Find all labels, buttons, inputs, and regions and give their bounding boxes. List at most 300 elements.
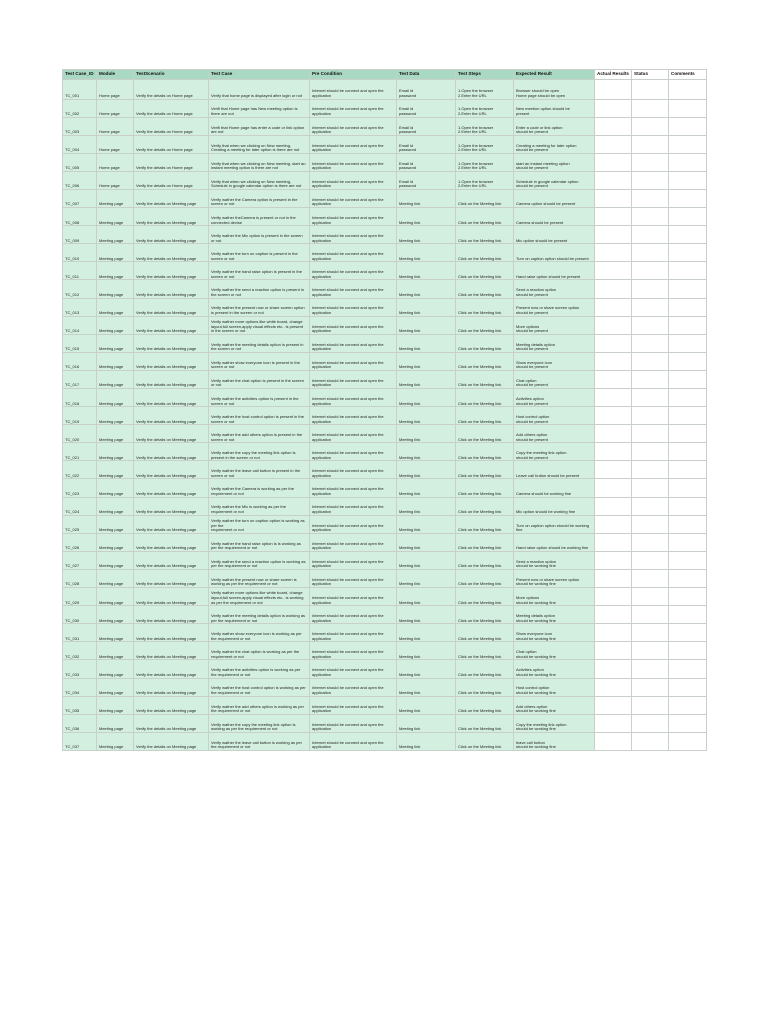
cell-actual-results[interactable] bbox=[595, 226, 632, 244]
cell-test-data[interactable]: Meeting link bbox=[397, 461, 456, 479]
cell-test-scenario[interactable]: Verify the details on Meeting page bbox=[134, 189, 209, 207]
cell-module[interactable]: Meeting page bbox=[97, 732, 134, 750]
cell-expected-result[interactable]: Show everyone icon should be present bbox=[514, 352, 595, 370]
cell-module[interactable]: Meeting page bbox=[97, 425, 134, 443]
cell-test-data[interactable]: Meeting link bbox=[397, 389, 456, 407]
cell-test-case[interactable]: Verify wather the present now or share screen is working as per the requirement or not bbox=[209, 569, 310, 587]
cell-test-steps[interactable]: Click on the Meeting link bbox=[456, 226, 514, 244]
cell-test-case-id[interactable]: TC_034 bbox=[63, 678, 97, 696]
cell-test-case-id[interactable]: TC_012 bbox=[63, 280, 97, 298]
cell-actual-results[interactable] bbox=[595, 515, 632, 533]
cell-expected-result[interactable]: Add others option should be working fine bbox=[514, 696, 595, 714]
cell-comments[interactable] bbox=[669, 117, 707, 135]
cell-test-data[interactable]: Meeting link bbox=[397, 660, 456, 678]
cell-comments[interactable] bbox=[669, 696, 707, 714]
cell-comments[interactable] bbox=[669, 443, 707, 461]
cell-comments[interactable] bbox=[669, 714, 707, 732]
cell-test-data[interactable]: Meeting link bbox=[397, 262, 456, 280]
cell-expected-result[interactable]: Browser should be open Home page should be open bbox=[514, 80, 595, 100]
cell-status[interactable] bbox=[632, 606, 669, 624]
cell-pre-condition[interactable]: Internet should be connect and open the application bbox=[310, 425, 397, 443]
cell-expected-result[interactable]: Copy the meeting link option should be present bbox=[514, 443, 595, 461]
cell-test-case[interactable]: Verify wather the send a reaction option is present in the screen or not bbox=[209, 280, 310, 298]
cell-test-data[interactable]: Meeting link bbox=[397, 479, 456, 497]
cell-pre-condition[interactable]: Internet should be connect and open the application bbox=[310, 80, 397, 100]
cell-test-scenario[interactable]: Verify the details on Meeting page bbox=[134, 533, 209, 551]
cell-test-case[interactable]: Verify wather the meeting details option is working as per the requirement or not bbox=[209, 606, 310, 624]
cell-status[interactable] bbox=[632, 569, 669, 587]
cell-test-steps[interactable]: Click on the Meeting link bbox=[456, 352, 514, 370]
cell-actual-results[interactable] bbox=[595, 135, 632, 153]
cell-status[interactable] bbox=[632, 443, 669, 461]
cell-pre-condition[interactable]: Internet should be connect and open the application bbox=[310, 461, 397, 479]
cell-actual-results[interactable] bbox=[595, 370, 632, 388]
cell-expected-result[interactable]: Camera should be working fine bbox=[514, 479, 595, 497]
cell-test-case-id[interactable]: TC_031 bbox=[63, 624, 97, 642]
cell-test-data[interactable]: Meeting link bbox=[397, 497, 456, 515]
cell-test-steps[interactable]: Click on the Meeting link bbox=[456, 280, 514, 298]
cell-test-case[interactable]: Verify wather the chat option is present in the screen or not bbox=[209, 370, 310, 388]
cell-test-steps[interactable]: Click on the Meeting link bbox=[456, 208, 514, 226]
cell-test-steps[interactable]: Click on the Meeting link bbox=[456, 244, 514, 262]
cell-test-case[interactable]: Verify wather the Mic is working as per the requirement or not bbox=[209, 497, 310, 515]
cell-test-data[interactable]: Meeting link bbox=[397, 642, 456, 660]
cell-test-scenario[interactable]: Verify the details on Meeting page bbox=[134, 425, 209, 443]
cell-test-case-id[interactable]: TC_004 bbox=[63, 135, 97, 153]
cell-test-data[interactable]: Meeting link bbox=[397, 588, 456, 606]
header-test-case-id[interactable]: Test Case_ID bbox=[63, 70, 97, 80]
cell-actual-results[interactable] bbox=[595, 171, 632, 189]
cell-actual-results[interactable] bbox=[595, 334, 632, 352]
cell-test-steps[interactable]: Click on the Meeting link bbox=[456, 606, 514, 624]
cell-test-case-id[interactable]: TC_003 bbox=[63, 117, 97, 135]
cell-test-data[interactable]: Meeting link bbox=[397, 280, 456, 298]
cell-comments[interactable] bbox=[669, 533, 707, 551]
cell-test-steps[interactable]: Click on the Meeting link bbox=[456, 298, 514, 316]
header-pre-condition[interactable]: Pre Condition bbox=[310, 70, 397, 80]
cell-pre-condition[interactable]: Internet should be connect and open the application bbox=[310, 678, 397, 696]
cell-actual-results[interactable] bbox=[595, 262, 632, 280]
cell-test-steps[interactable]: Click on the Meeting link bbox=[456, 678, 514, 696]
cell-test-data[interactable]: Meeting link bbox=[397, 515, 456, 533]
cell-comments[interactable] bbox=[669, 588, 707, 606]
cell-pre-condition[interactable]: Internet should be connect and open the application bbox=[310, 551, 397, 569]
cell-test-data[interactable]: Meeting link bbox=[397, 334, 456, 352]
cell-test-data[interactable]: Meeting link bbox=[397, 551, 456, 569]
cell-test-case[interactable]: Verify wather the copy the meeting link option is present in the screen or not bbox=[209, 443, 310, 461]
cell-module[interactable]: Meeting page bbox=[97, 551, 134, 569]
cell-test-scenario[interactable]: Verify the details on Meeting page bbox=[134, 298, 209, 316]
cell-status[interactable] bbox=[632, 461, 669, 479]
cell-module[interactable]: Meeting page bbox=[97, 660, 134, 678]
cell-test-case[interactable]: Verify that when we clicking on New meeting, Creating a meeting for later option is there are not bbox=[209, 135, 310, 153]
cell-test-data[interactable]: Meeting link bbox=[397, 189, 456, 207]
cell-test-case[interactable]: Verify wather the Camera is working as per the requirement or not bbox=[209, 479, 310, 497]
cell-test-steps[interactable]: Click on the Meeting link bbox=[456, 497, 514, 515]
cell-comments[interactable] bbox=[669, 80, 707, 100]
cell-test-case-id[interactable]: TC_018 bbox=[63, 389, 97, 407]
cell-test-steps[interactable]: 1.Open the browser 2.Enter the URL bbox=[456, 117, 514, 135]
cell-test-steps[interactable]: 1.Open the browser 2.Enter the URL bbox=[456, 171, 514, 189]
cell-test-case-id[interactable]: TC_032 bbox=[63, 642, 97, 660]
header-test-data[interactable]: Test Data bbox=[397, 70, 456, 80]
cell-comments[interactable] bbox=[669, 153, 707, 171]
cell-pre-condition[interactable]: Internet should be connect and open the application bbox=[310, 606, 397, 624]
cell-status[interactable] bbox=[632, 642, 669, 660]
cell-test-case[interactable]: Verify wather show everyone icon is working as per the requirement or not bbox=[209, 624, 310, 642]
cell-test-scenario[interactable]: Verify the details on Meeting page bbox=[134, 732, 209, 750]
cell-test-steps[interactable]: Click on the Meeting link bbox=[456, 624, 514, 642]
cell-pre-condition[interactable]: Internet should be connect and open the application bbox=[310, 316, 397, 334]
cell-comments[interactable] bbox=[669, 624, 707, 642]
cell-module[interactable]: Meeting page bbox=[97, 189, 134, 207]
cell-test-scenario[interactable]: Verify the details on Meeting page bbox=[134, 316, 209, 334]
cell-module[interactable]: Meeting page bbox=[97, 642, 134, 660]
cell-status[interactable] bbox=[632, 244, 669, 262]
cell-expected-result[interactable]: Send a reaction option should be working fine bbox=[514, 551, 595, 569]
cell-expected-result[interactable]: Hand raise option should be present bbox=[514, 262, 595, 280]
cell-test-case-id[interactable]: TC_033 bbox=[63, 660, 97, 678]
header-test-scenario[interactable]: TestScenario bbox=[134, 70, 209, 80]
cell-comments[interactable] bbox=[669, 606, 707, 624]
cell-expected-result[interactable]: Activities option should be working fine bbox=[514, 660, 595, 678]
cell-status[interactable] bbox=[632, 189, 669, 207]
cell-actual-results[interactable] bbox=[595, 425, 632, 443]
cell-pre-condition[interactable]: Internet should be connect and open the application bbox=[310, 515, 397, 533]
cell-status[interactable] bbox=[632, 624, 669, 642]
cell-status[interactable] bbox=[632, 389, 669, 407]
cell-status[interactable] bbox=[632, 533, 669, 551]
cell-test-scenario[interactable]: Verify the details on Meeting page bbox=[134, 389, 209, 407]
cell-module[interactable]: Meeting page bbox=[97, 298, 134, 316]
cell-module[interactable]: Meeting page bbox=[97, 407, 134, 425]
cell-pre-condition[interactable]: Internet should be connect and open the application bbox=[310, 569, 397, 587]
cell-module[interactable]: Meeting page bbox=[97, 262, 134, 280]
cell-comments[interactable] bbox=[669, 407, 707, 425]
cell-test-case[interactable]: Verify wather the Mic option is present in the screen or not bbox=[209, 226, 310, 244]
cell-comments[interactable] bbox=[669, 551, 707, 569]
cell-status[interactable] bbox=[632, 298, 669, 316]
cell-actual-results[interactable] bbox=[595, 642, 632, 660]
cell-test-data[interactable]: Email id password bbox=[397, 135, 456, 153]
cell-comments[interactable] bbox=[669, 226, 707, 244]
cell-test-case-id[interactable]: TC_017 bbox=[63, 370, 97, 388]
cell-status[interactable] bbox=[632, 714, 669, 732]
cell-comments[interactable] bbox=[669, 370, 707, 388]
cell-test-data[interactable]: Meeting link bbox=[397, 352, 456, 370]
cell-pre-condition[interactable]: Internet should be connect and open the application bbox=[310, 624, 397, 642]
cell-test-case[interactable]: Verify wather the add others option is present in the screen or not bbox=[209, 425, 310, 443]
cell-test-case[interactable]: Verify wather the host control option is present in the screen or not bbox=[209, 407, 310, 425]
cell-module[interactable]: Meeting page bbox=[97, 316, 134, 334]
cell-status[interactable] bbox=[632, 334, 669, 352]
cell-actual-results[interactable] bbox=[595, 244, 632, 262]
cell-test-case[interactable]: Verify wather the send a reaction option is working as per the requirement or not bbox=[209, 551, 310, 569]
cell-status[interactable] bbox=[632, 407, 669, 425]
cell-expected-result[interactable]: Schedule in google calendar option should be present bbox=[514, 171, 595, 189]
cell-test-data[interactable]: Meeting link bbox=[397, 606, 456, 624]
header-test-steps[interactable]: Test Steps bbox=[456, 70, 514, 80]
cell-expected-result[interactable]: Camera should be present bbox=[514, 208, 595, 226]
cell-test-case[interactable]: Verify wather the hand raise option is is working as per the requirement or not bbox=[209, 533, 310, 551]
cell-status[interactable] bbox=[632, 262, 669, 280]
cell-actual-results[interactable] bbox=[595, 316, 632, 334]
cell-pre-condition[interactable]: Internet should be connect and open the application bbox=[310, 533, 397, 551]
cell-test-case-id[interactable]: TC_005 bbox=[63, 153, 97, 171]
cell-test-case-id[interactable]: TC_020 bbox=[63, 425, 97, 443]
cell-pre-condition[interactable]: Internet should be connect and open the application bbox=[310, 370, 397, 388]
cell-module[interactable]: Meeting page bbox=[97, 244, 134, 262]
cell-module[interactable]: Meeting page bbox=[97, 497, 134, 515]
cell-module[interactable]: Home page bbox=[97, 117, 134, 135]
cell-pre-condition[interactable]: Internet should be connect and open the application bbox=[310, 443, 397, 461]
cell-test-steps[interactable]: 1.Open the browser 2.Enter the URL bbox=[456, 99, 514, 117]
cell-test-data[interactable]: Email id password bbox=[397, 171, 456, 189]
cell-test-scenario[interactable]: Verify the details on Meeting page bbox=[134, 606, 209, 624]
cell-test-case[interactable]: Verifi that Home page has New meeting option is there are not bbox=[209, 99, 310, 117]
cell-test-steps[interactable]: Click on the Meeting link bbox=[456, 642, 514, 660]
cell-actual-results[interactable] bbox=[595, 443, 632, 461]
cell-pre-condition[interactable]: Internet should be connect and open the application bbox=[310, 714, 397, 732]
cell-test-steps[interactable]: Click on the Meeting link bbox=[456, 189, 514, 207]
cell-actual-results[interactable] bbox=[595, 352, 632, 370]
header-expected-result[interactable]: Expected Result bbox=[514, 70, 595, 80]
cell-actual-results[interactable] bbox=[595, 624, 632, 642]
cell-actual-results[interactable] bbox=[595, 606, 632, 624]
cell-comments[interactable] bbox=[669, 389, 707, 407]
cell-actual-results[interactable] bbox=[595, 479, 632, 497]
cell-pre-condition[interactable]: Internet should be connect and open the application bbox=[310, 588, 397, 606]
cell-module[interactable]: Home page bbox=[97, 171, 134, 189]
cell-test-scenario[interactable]: Verify the details on Meeting page bbox=[134, 226, 209, 244]
cell-comments[interactable] bbox=[669, 569, 707, 587]
cell-pre-condition[interactable]: Internet should be connect and open the application bbox=[310, 642, 397, 660]
cell-pre-condition[interactable]: Internet should be connect and open the application bbox=[310, 660, 397, 678]
cell-status[interactable] bbox=[632, 135, 669, 153]
cell-test-case-id[interactable]: TC_035 bbox=[63, 696, 97, 714]
cell-test-data[interactable]: Email id password bbox=[397, 80, 456, 100]
cell-actual-results[interactable] bbox=[595, 588, 632, 606]
cell-test-scenario[interactable]: Verify the details on Meeting page bbox=[134, 714, 209, 732]
cell-comments[interactable] bbox=[669, 280, 707, 298]
cell-test-steps[interactable]: Click on the Meeting link bbox=[456, 443, 514, 461]
cell-pre-condition[interactable]: Internet should be connect and open the application bbox=[310, 226, 397, 244]
cell-module[interactable]: Meeting page bbox=[97, 208, 134, 226]
cell-test-case[interactable]: Verify wather the present now or share screen option is present in the screen or not bbox=[209, 298, 310, 316]
cell-actual-results[interactable] bbox=[595, 714, 632, 732]
cell-test-data[interactable]: Meeting link bbox=[397, 678, 456, 696]
cell-pre-condition[interactable]: Internet should be connect and open the application bbox=[310, 99, 397, 117]
cell-test-case-id[interactable]: TC_010 bbox=[63, 244, 97, 262]
cell-test-case-id[interactable]: TC_019 bbox=[63, 407, 97, 425]
cell-actual-results[interactable] bbox=[595, 153, 632, 171]
cell-expected-result[interactable]: Meeting details option should be present bbox=[514, 334, 595, 352]
cell-pre-condition[interactable]: Internet should be connect and open the application bbox=[310, 280, 397, 298]
cell-test-data[interactable]: Meeting link bbox=[397, 226, 456, 244]
cell-test-case[interactable]: Verify wather the leave call button is working as per the requirement or not bbox=[209, 732, 310, 750]
cell-module[interactable]: Home page bbox=[97, 153, 134, 171]
cell-test-data[interactable]: Meeting link bbox=[397, 370, 456, 388]
cell-test-case-id[interactable]: TC_016 bbox=[63, 352, 97, 370]
cell-test-case-id[interactable]: TC_028 bbox=[63, 569, 97, 587]
cell-status[interactable] bbox=[632, 99, 669, 117]
cell-test-case-id[interactable]: TC_001 bbox=[63, 80, 97, 100]
cell-test-steps[interactable]: 1.Open the browser 2.Enter the URL bbox=[456, 80, 514, 100]
cell-pre-condition[interactable]: Internet should be connect and open the application bbox=[310, 117, 397, 135]
cell-module[interactable]: Meeting page bbox=[97, 443, 134, 461]
cell-test-case[interactable]: Verify wather more options like white board, change layout,full screen,apply visual effects etc.. is present in the screen or not bbox=[209, 316, 310, 334]
cell-test-steps[interactable]: Click on the Meeting link bbox=[456, 316, 514, 334]
cell-expected-result[interactable]: Activities option should be present bbox=[514, 389, 595, 407]
cell-test-steps[interactable]: Click on the Meeting link bbox=[456, 425, 514, 443]
cell-test-scenario[interactable]: Verify the details on Meeting page bbox=[134, 678, 209, 696]
cell-status[interactable] bbox=[632, 497, 669, 515]
cell-expected-result[interactable]: Mic option should be working fine bbox=[514, 497, 595, 515]
cell-test-steps[interactable]: Click on the Meeting link bbox=[456, 370, 514, 388]
cell-test-scenario[interactable]: Verify the details on Home page bbox=[134, 171, 209, 189]
cell-comments[interactable] bbox=[669, 316, 707, 334]
cell-test-scenario[interactable]: Verify the details on Meeting page bbox=[134, 407, 209, 425]
cell-actual-results[interactable] bbox=[595, 389, 632, 407]
cell-test-scenario[interactable]: Verify the details on Meeting page bbox=[134, 262, 209, 280]
cell-test-case-id[interactable]: TC_015 bbox=[63, 334, 97, 352]
cell-test-case-id[interactable]: TC_013 bbox=[63, 298, 97, 316]
cell-test-data[interactable]: Meeting link bbox=[397, 732, 456, 750]
cell-test-steps[interactable]: Click on the Meeting link bbox=[456, 732, 514, 750]
cell-test-scenario[interactable]: Verify the details on Meeting page bbox=[134, 515, 209, 533]
cell-test-case[interactable]: Verify wather the host control option is working as per the requirement or not bbox=[209, 678, 310, 696]
cell-test-scenario[interactable]: Verify the details on Meeting page bbox=[134, 642, 209, 660]
cell-module[interactable]: Meeting page bbox=[97, 714, 134, 732]
cell-expected-result[interactable]: Show everyone icon should be working fine bbox=[514, 624, 595, 642]
cell-module[interactable]: Home page bbox=[97, 99, 134, 117]
cell-pre-condition[interactable]: Internet should be connect and open the application bbox=[310, 389, 397, 407]
cell-module[interactable]: Meeting page bbox=[97, 334, 134, 352]
cell-test-case-id[interactable]: TC_026 bbox=[63, 533, 97, 551]
cell-test-case-id[interactable]: TC_007 bbox=[63, 189, 97, 207]
cell-comments[interactable] bbox=[669, 732, 707, 750]
cell-status[interactable] bbox=[632, 316, 669, 334]
cell-pre-condition[interactable]: Internet should be connect and open the application bbox=[310, 352, 397, 370]
cell-test-steps[interactable]: Click on the Meeting link bbox=[456, 407, 514, 425]
cell-actual-results[interactable] bbox=[595, 189, 632, 207]
cell-test-case-id[interactable]: TC_024 bbox=[63, 497, 97, 515]
cell-test-case[interactable]: Verify wather the activities option is present in the screen or not bbox=[209, 389, 310, 407]
cell-test-steps[interactable]: Click on the Meeting link bbox=[456, 569, 514, 587]
cell-test-scenario[interactable]: Verify the details on Meeting page bbox=[134, 352, 209, 370]
cell-comments[interactable] bbox=[669, 642, 707, 660]
cell-test-steps[interactable]: 1.Open the browser 2.Enter the URL bbox=[456, 135, 514, 153]
cell-module[interactable]: Meeting page bbox=[97, 696, 134, 714]
cell-actual-results[interactable] bbox=[595, 99, 632, 117]
cell-test-case-id[interactable]: TC_006 bbox=[63, 171, 97, 189]
cell-test-case-id[interactable]: TC_014 bbox=[63, 316, 97, 334]
cell-status[interactable] bbox=[632, 588, 669, 606]
cell-expected-result[interactable]: Turn on caption option should be present bbox=[514, 244, 595, 262]
cell-expected-result[interactable]: Chat option should be working fine bbox=[514, 642, 595, 660]
cell-module[interactable]: Meeting page bbox=[97, 678, 134, 696]
cell-test-data[interactable]: Meeting link bbox=[397, 244, 456, 262]
cell-expected-result[interactable]: Meeting details option should be working fine bbox=[514, 606, 595, 624]
cell-module[interactable]: Meeting page bbox=[97, 352, 134, 370]
cell-module[interactable]: Meeting page bbox=[97, 569, 134, 587]
cell-test-case-id[interactable]: TC_022 bbox=[63, 461, 97, 479]
cell-actual-results[interactable] bbox=[595, 660, 632, 678]
cell-comments[interactable] bbox=[669, 334, 707, 352]
cell-actual-results[interactable] bbox=[595, 298, 632, 316]
cell-comments[interactable] bbox=[669, 425, 707, 443]
cell-status[interactable] bbox=[632, 515, 669, 533]
cell-actual-results[interactable] bbox=[595, 732, 632, 750]
cell-actual-results[interactable] bbox=[595, 80, 632, 100]
cell-test-data[interactable]: Meeting link bbox=[397, 316, 456, 334]
cell-test-data[interactable]: Meeting link bbox=[397, 624, 456, 642]
cell-module[interactable]: Meeting page bbox=[97, 515, 134, 533]
cell-test-case[interactable]: Verify wather the turn on caption option is working as per the requirement or not bbox=[209, 515, 310, 533]
cell-test-data[interactable]: Email id password bbox=[397, 153, 456, 171]
cell-expected-result[interactable]: Enter a code or link option should be present bbox=[514, 117, 595, 135]
cell-comments[interactable] bbox=[669, 678, 707, 696]
cell-comments[interactable] bbox=[669, 497, 707, 515]
cell-expected-result[interactable]: Chat option should be present bbox=[514, 370, 595, 388]
cell-test-case-id[interactable]: TC_021 bbox=[63, 443, 97, 461]
cell-actual-results[interactable] bbox=[595, 208, 632, 226]
cell-test-steps[interactable]: Click on the Meeting link bbox=[456, 262, 514, 280]
cell-expected-result[interactable]: Hand raise option should be working fine bbox=[514, 533, 595, 551]
cell-actual-results[interactable] bbox=[595, 551, 632, 569]
cell-test-case-id[interactable]: TC_025 bbox=[63, 515, 97, 533]
cell-module[interactable]: Meeting page bbox=[97, 624, 134, 642]
cell-module[interactable]: Home page bbox=[97, 80, 134, 100]
cell-status[interactable] bbox=[632, 280, 669, 298]
cell-pre-condition[interactable]: Internet should be connect and open the application bbox=[310, 262, 397, 280]
cell-test-steps[interactable]: Click on the Meeting link bbox=[456, 660, 514, 678]
cell-test-case[interactable]: Verify that home page is displayed after login or not bbox=[209, 80, 310, 100]
cell-test-scenario[interactable]: Verify the details on Meeting page bbox=[134, 443, 209, 461]
cell-test-data[interactable]: Meeting link bbox=[397, 208, 456, 226]
cell-status[interactable] bbox=[632, 171, 669, 189]
cell-test-case[interactable]: Verify wather the chat option is working as per the requirement or not bbox=[209, 642, 310, 660]
cell-expected-result[interactable]: Mic option should be present bbox=[514, 226, 595, 244]
cell-pre-condition[interactable]: Internet should be connect and open the application bbox=[310, 171, 397, 189]
cell-status[interactable] bbox=[632, 678, 669, 696]
cell-status[interactable] bbox=[632, 660, 669, 678]
cell-comments[interactable] bbox=[669, 99, 707, 117]
header-actual-results[interactable]: Actual Results bbox=[595, 70, 632, 80]
cell-module[interactable]: Meeting page bbox=[97, 588, 134, 606]
cell-test-scenario[interactable]: Verify the details on Home page bbox=[134, 153, 209, 171]
cell-status[interactable] bbox=[632, 352, 669, 370]
cell-status[interactable] bbox=[632, 551, 669, 569]
cell-pre-condition[interactable]: Internet should be connect and open the application bbox=[310, 189, 397, 207]
cell-test-case-id[interactable]: TC_036 bbox=[63, 714, 97, 732]
cell-test-scenario[interactable]: Verify the details on Meeting page bbox=[134, 696, 209, 714]
cell-comments[interactable] bbox=[669, 352, 707, 370]
cell-test-case[interactable]: Verify wather the add others option is working as per the requirement or not bbox=[209, 696, 310, 714]
cell-test-steps[interactable]: Click on the Meeting link bbox=[456, 533, 514, 551]
cell-comments[interactable] bbox=[669, 208, 707, 226]
cell-test-scenario[interactable]: Verify the details on Meeting page bbox=[134, 461, 209, 479]
cell-test-case[interactable]: Verify wather theCamera is present or not in the connected devise bbox=[209, 208, 310, 226]
cell-actual-results[interactable] bbox=[595, 117, 632, 135]
cell-test-case-id[interactable]: TC_030 bbox=[63, 606, 97, 624]
cell-test-steps[interactable]: 1.Open the browser 2.Enter the URL bbox=[456, 153, 514, 171]
cell-test-case[interactable]: Verify wather the activities option is working as per the requirement or not bbox=[209, 660, 310, 678]
cell-actual-results[interactable] bbox=[595, 533, 632, 551]
cell-actual-results[interactable] bbox=[595, 407, 632, 425]
cell-pre-condition[interactable]: Internet should be connect and open the application bbox=[310, 208, 397, 226]
cell-pre-condition[interactable]: Internet should be connect and open the application bbox=[310, 298, 397, 316]
